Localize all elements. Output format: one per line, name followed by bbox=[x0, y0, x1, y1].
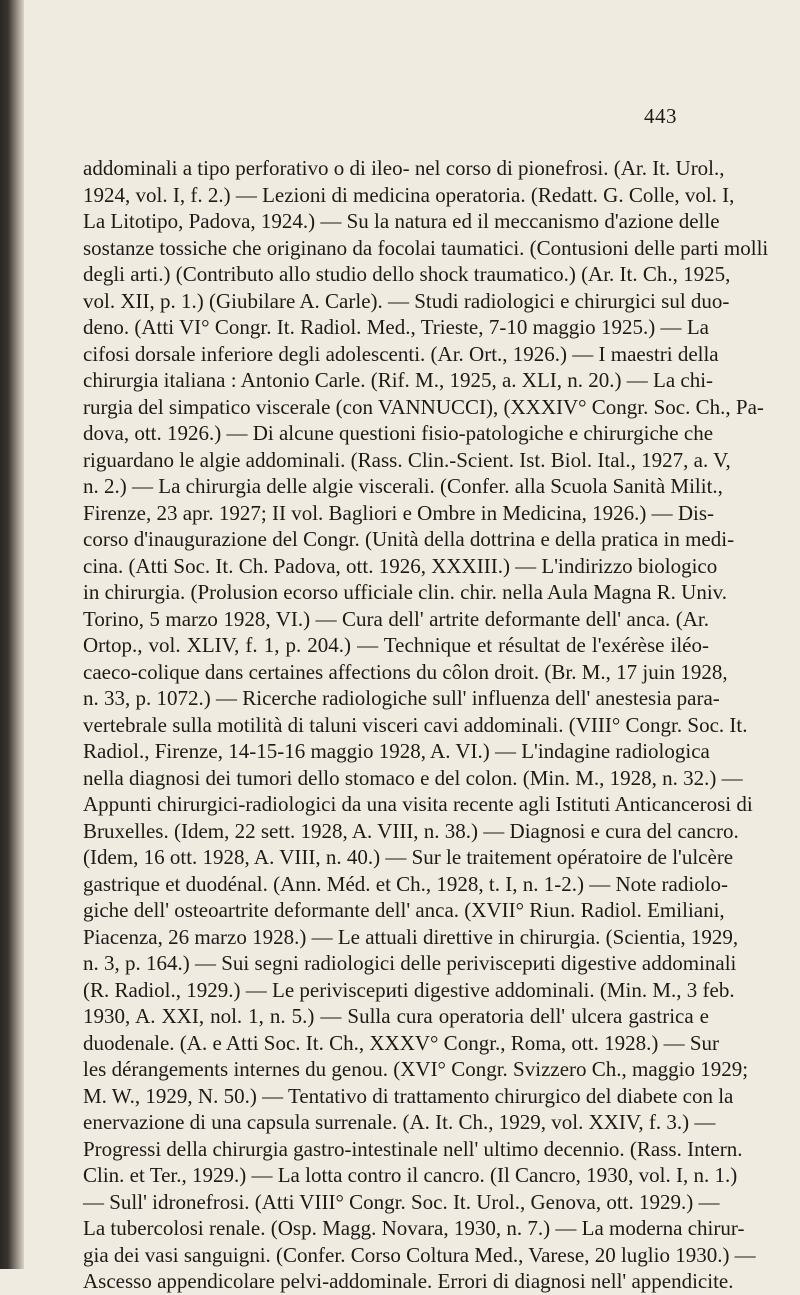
text-line: 1924, vol. I, f. 2.) — Lezioni di medicina operatoria. (Redatt. G. Colle, vol. I, bbox=[83, 182, 735, 207]
text-line: Clin. et Ter., 1929.) — La lotta contro il cancro. (Il Cancro, 1930, vol. I, n. 1.) bbox=[83, 1163, 738, 1187]
text-line: n. 3, p. 164.) — Sui segni radiologici delle periviscериti digestive addominali bbox=[83, 951, 737, 975]
text-line: gastrique et duodénal. (Ann. Méd. et Ch., 1928, t. I, n. 1-2.) — Note radiolo- bbox=[83, 871, 729, 896]
text-line: cina. (Atti Soc. It. Ch. Padova, ott. 1926, XXXIII.) — L'indirizzo biologico bbox=[83, 553, 718, 578]
text-line: enervazione di una capsula surrenale. (A. It. Ch., 1929, vol. XXIV, f. 3.) — bbox=[83, 1110, 716, 1134]
text-line: Ascesso appendicolare pelvi-addominale. Errori di diagnosi nell' appendicite. bbox=[83, 1269, 734, 1293]
text-line: gia dei vasi sanguigni. (Confer. Corso Coltura Med., Varese, 20 luglio 1930.) — bbox=[83, 1242, 756, 1267]
text-line: sostanze tossiche che originano da focolai taumatici. (Contusioni delle parti molli bbox=[83, 235, 769, 260]
text-line: Ortop., vol. XLIV, f. 1, p. 204.) — Technique et résultat de l'exérèse iléo- bbox=[83, 633, 709, 657]
text-line: addominali a tipo perforativo o di ileo- nel corso di pionefrosi. (Ar. It. Urol., bbox=[83, 156, 725, 180]
text-line: Radiol., Firenze, 14-15-16 maggio 1928, A. VI.) — L'indagine radiologica bbox=[83, 739, 710, 763]
text-line: Progressi della chirurgia gastro-intestinale nell' ultimo decennio. (Rass. Intern. bbox=[83, 1136, 743, 1161]
page-binding-edge bbox=[0, 0, 24, 1269]
text-line: Appunti chirurgici-radiologici da una visita recente agli Istituti Anticancerosi di bbox=[83, 792, 753, 816]
body-text bbox=[83, 155, 769, 1295]
text-line: in chirurgia. (Prolusion ecorso ufficiale clin. chir. nella Aula Magna R. Univ. bbox=[83, 580, 728, 604]
page-number: 443 bbox=[644, 104, 677, 128]
text-line: Piacenza, 26 marzo 1928.) — Le attuali direttive in chirurgia. (Scientia, 1929, bbox=[83, 924, 739, 949]
text-line: corso d'inaugurazione del Congr. (Unità della dottrina e della pratica in medi- bbox=[83, 527, 735, 551]
text-line: La tubercolosi renale. (Osp. Magg. Novara, 1930, n. 7.) — La moderna chirur- bbox=[83, 1216, 745, 1240]
text-line: vertebrale sulla motilità di taluni visceri cavi addominali. (VIII° Congr. Soc. It. bbox=[83, 712, 748, 737]
text-line: M. W., 1929, N. 50.) — Tentativo di trattamento chirurgico del diabete con la bbox=[83, 1083, 734, 1108]
text-line: degli arti.) (Contributo allo studio dello shock traumatico.) (Ar. It. Ch., 1925, bbox=[83, 262, 731, 286]
text-line: n. 33, p. 1072.) — Ricerche radiologiche sull' influenza dell' anestesia para- bbox=[83, 686, 720, 710]
text-line: nella diagnosi dei tumori dello stomaco e del colon. (Min. M., 1928, n. 32.) — bbox=[83, 765, 743, 790]
text-line: rurgia del simpatico viscerale (con VANNUCCI), (XXXIV° Congr. Soc. Ch., Pa- bbox=[83, 394, 764, 419]
text-line: Torino, 5 marzo 1928, VI.) — Cura dell' artrite deformante dell' anca. (Ar. bbox=[83, 606, 709, 631]
text-line: n. 2.) — La chirurgia delle algie viscerali. (Confer. alla Scuola Sanità Milit., bbox=[83, 474, 723, 498]
text-line: — Sull' idronefrosi. (Atti VIII° Congr. Soc. It. Urol., Genova, ott. 1929.) — bbox=[83, 1189, 720, 1214]
text-line: (R. Radiol., 1929.) — Le periviscериti digestive addominali. (Min. M., 3 feb. bbox=[83, 977, 735, 1002]
text-line: dova, ott. 1926.) — Di alcune questioni fisio-patologiche e chirurgiche che bbox=[83, 421, 714, 445]
text-line: giche dell' osteoartrite deformante dell' anca. (XVII° Riun. Radiol. Emiliani, bbox=[83, 898, 725, 922]
text-line: La Litotipo, Padova, 1924.) — Su la natura ed il meccanismo d'azione delle bbox=[83, 209, 720, 233]
text-line: caeco-colique dans certaines affections du côlon droit. (Br. M., 17 juin 1928, bbox=[83, 659, 728, 684]
text-line: vol. XII, p. 1.) (Giubilare A. Carle). — Studi radiologici e chirurgici sul duo- bbox=[83, 288, 730, 313]
text-line: duodenale. (A. e Atti Soc. It. Ch., XXXV° Congr., Roma, ott. 1928.) — Sur bbox=[83, 1030, 720, 1055]
text-line: Bruxelles. (Idem, 22 sett. 1928, A. VIII, n. 38.) — Diagnosi e cura del cancro. bbox=[83, 818, 739, 843]
text-line: riguardano le algie addominali. (Rass. Clin.-Scient. Ist. Biol. Ital., 1927, a. V, bbox=[83, 447, 731, 472]
text-line: Firenze, 23 apr. 1927; II vol. Bagliori e Ombre in Medicina, 1926.) — Dis- bbox=[83, 500, 715, 525]
text-line: deno. (Atti VI° Congr. It. Radiol. Med., Trieste, 7-10 maggio 1925.) — La bbox=[83, 315, 709, 339]
text-line: les dérangements internes du genou. (XVI° Congr. Svizzero Ch., maggio 1929; bbox=[83, 1057, 749, 1081]
text-line: cifosi dorsale inferiore degli adolescenti. (Ar. Ort., 1926.) — I maestri della bbox=[83, 341, 719, 366]
text-line: 1930, A. XXI, nol. 1, n. 5.) — Sulla cura operatoria dell' ulcera gastrica e bbox=[83, 1004, 709, 1028]
text-line: (Idem, 16 ott. 1928, A. VIII, n. 40.) — Sur le traitement opératoire de l'ulcère bbox=[83, 845, 734, 869]
text-line: chirurgia italiana : Antonio Carle. (Rif. M., 1925, a. XLI, n. 20.) — La chi- bbox=[83, 368, 714, 392]
